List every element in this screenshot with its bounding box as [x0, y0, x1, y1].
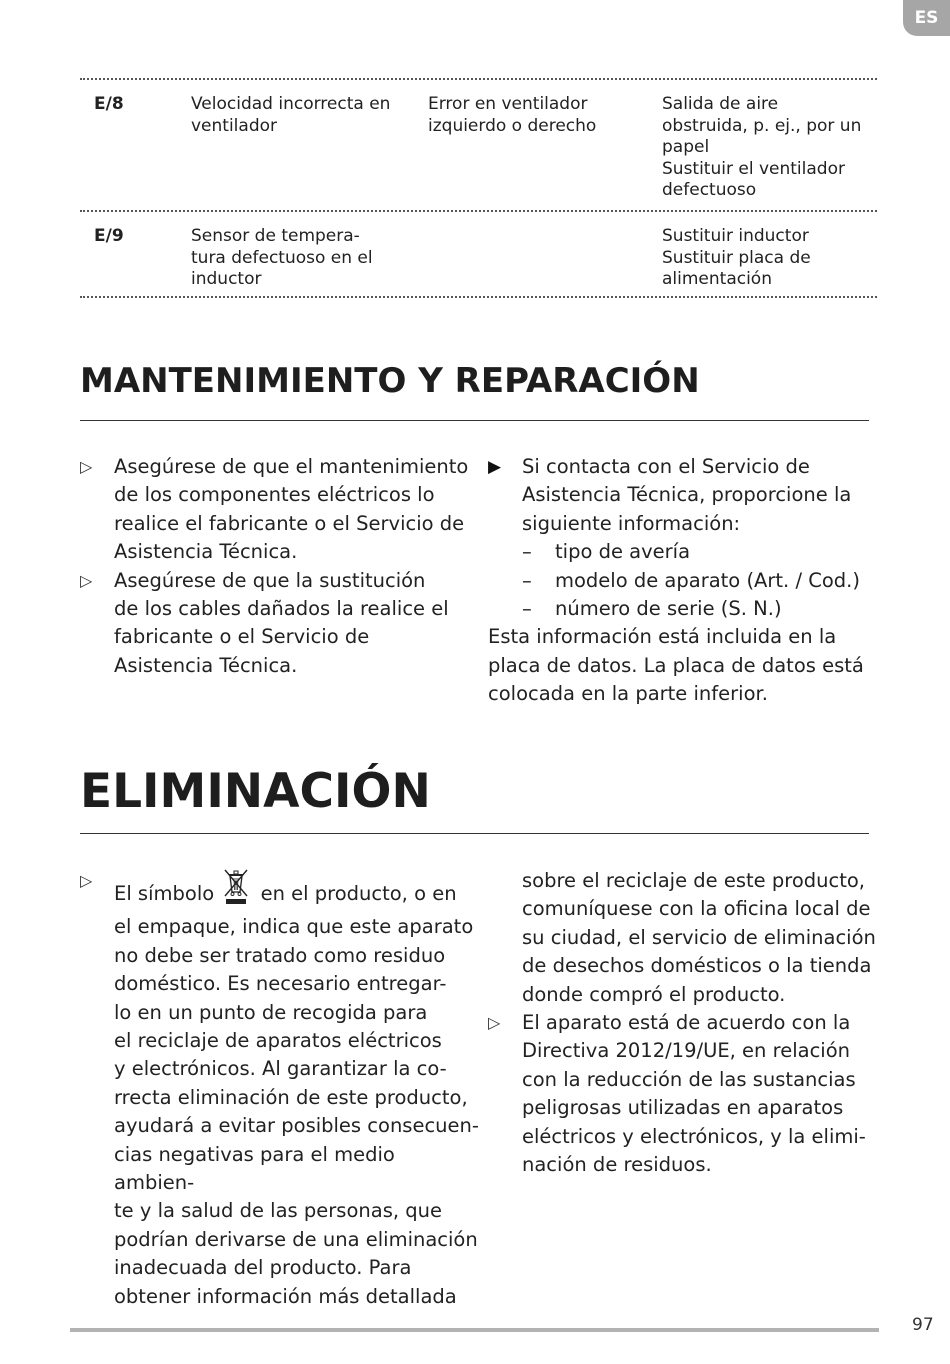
error-code-table [80, 78, 877, 298]
table-row [80, 212, 877, 298]
list-item-text: El aparato está de acuerdo con la Directiva 2012/19/UE, en relación con la reducción de las sustancias peligrosas utilizadas en aparatos eléctricos y electrónicos, y la elimi- nación de residuos. [522, 1011, 866, 1177]
list-item-text: Asegúrese de que la sustitución de los cables dañados la realice el fabricante o el Servicio de Asistencia Técnica. [114, 568, 449, 677]
triangle-filled-icon: ▶ [488, 457, 502, 477]
list-item [488, 1009, 878, 1179]
error-description: Velocidad incorrecta en ventilador [191, 94, 391, 136]
list-item [80, 867, 480, 1311]
list-item-text: en el producto, o en [254, 882, 457, 905]
info-note: Esta información está incluida en la placa de datos. La placa de datos está colocada en la parte inferior. [488, 625, 864, 706]
dash-marker: – [522, 540, 532, 564]
list-item [80, 567, 480, 681]
error-solution: Salida de aire obstruida, p. ej., por un papel Sustituir el ventilador defectuoso [662, 94, 862, 200]
sub-list-item-text: tipo de avería [555, 540, 691, 564]
disposal-left-column [80, 867, 480, 1311]
list-item-text: el empaque, indica que este aparato no debe ser tratado como residuo doméstico. Es necesario entregar- lo en un punto de recogida para el reciclaje de aparatos eléctricos y electrónicos. Al garantizar la co- rrecta eliminación de este producto, ayudará a evitar posibles consecuen- cias negativas para el medio ambien- te y la salud de las personas, que podrían derivarse de una eliminación inadecuada del producto. Para obtener información más detallada [114, 915, 479, 1308]
language-badge: ES [903, 0, 950, 36]
triangle-outline-icon: ▷ [80, 457, 93, 476]
list-item-text: Si contacta con el Servicio de Asistencia Técnica, proporcione la siguiente información: [522, 455, 852, 535]
triangle-outline-icon: ▷ [80, 871, 93, 890]
list-item-text: El símbolo [114, 882, 215, 905]
sub-list-item-text: modelo de aparato (Art. / Cod.) [555, 568, 860, 592]
error-solution: Sustituir inductor Sustituir placa de alimentación [662, 226, 811, 289]
sub-list-item [488, 567, 878, 595]
section-divider [80, 833, 869, 834]
maintenance-left-column [80, 453, 480, 680]
sub-list-item [488, 538, 878, 566]
table-row [80, 80, 877, 212]
maintenance-right-column [488, 453, 878, 709]
sub-list-item [488, 595, 878, 623]
disposal-title: ELIMINACIÓN [80, 764, 431, 819]
error-code: E/9 [94, 226, 124, 246]
triangle-outline-icon: ▷ [488, 1013, 501, 1033]
dash-marker: – [522, 597, 532, 621]
dash-marker: – [522, 568, 532, 592]
disposal-right-column [488, 867, 878, 1179]
maintenance-title: MANTENIMIENTO Y REPARACIÓN [80, 361, 700, 401]
crossed-out-bin-icon [222, 867, 250, 913]
list-item-continuation: sobre el reciclaje de este producto, comuníquese con la oficina local de su ciudad, el servicio de eliminación de desechos domésticos o la tienda donde compró el producto. [522, 869, 876, 1006]
page-number: 97 [912, 1315, 934, 1335]
list-item [488, 453, 878, 538]
error-description: Sensor de tempera- tura defectuoso en el inductor [191, 226, 373, 289]
list-item-text: Asegúrese de que el mantenimiento de los componentes eléctricos lo realice el fabricante o el Servicio de Asistencia Técnica. [114, 455, 469, 564]
sub-list-item-text: número de serie (S. N.) [555, 597, 782, 621]
list-item [80, 453, 480, 567]
triangle-outline-icon: ▷ [80, 570, 93, 590]
error-cause: Error en ventilador izquierdo o derecho [428, 94, 597, 136]
section-divider [80, 420, 869, 421]
footer-divider [70, 1328, 879, 1332]
error-code: E/8 [94, 94, 124, 114]
